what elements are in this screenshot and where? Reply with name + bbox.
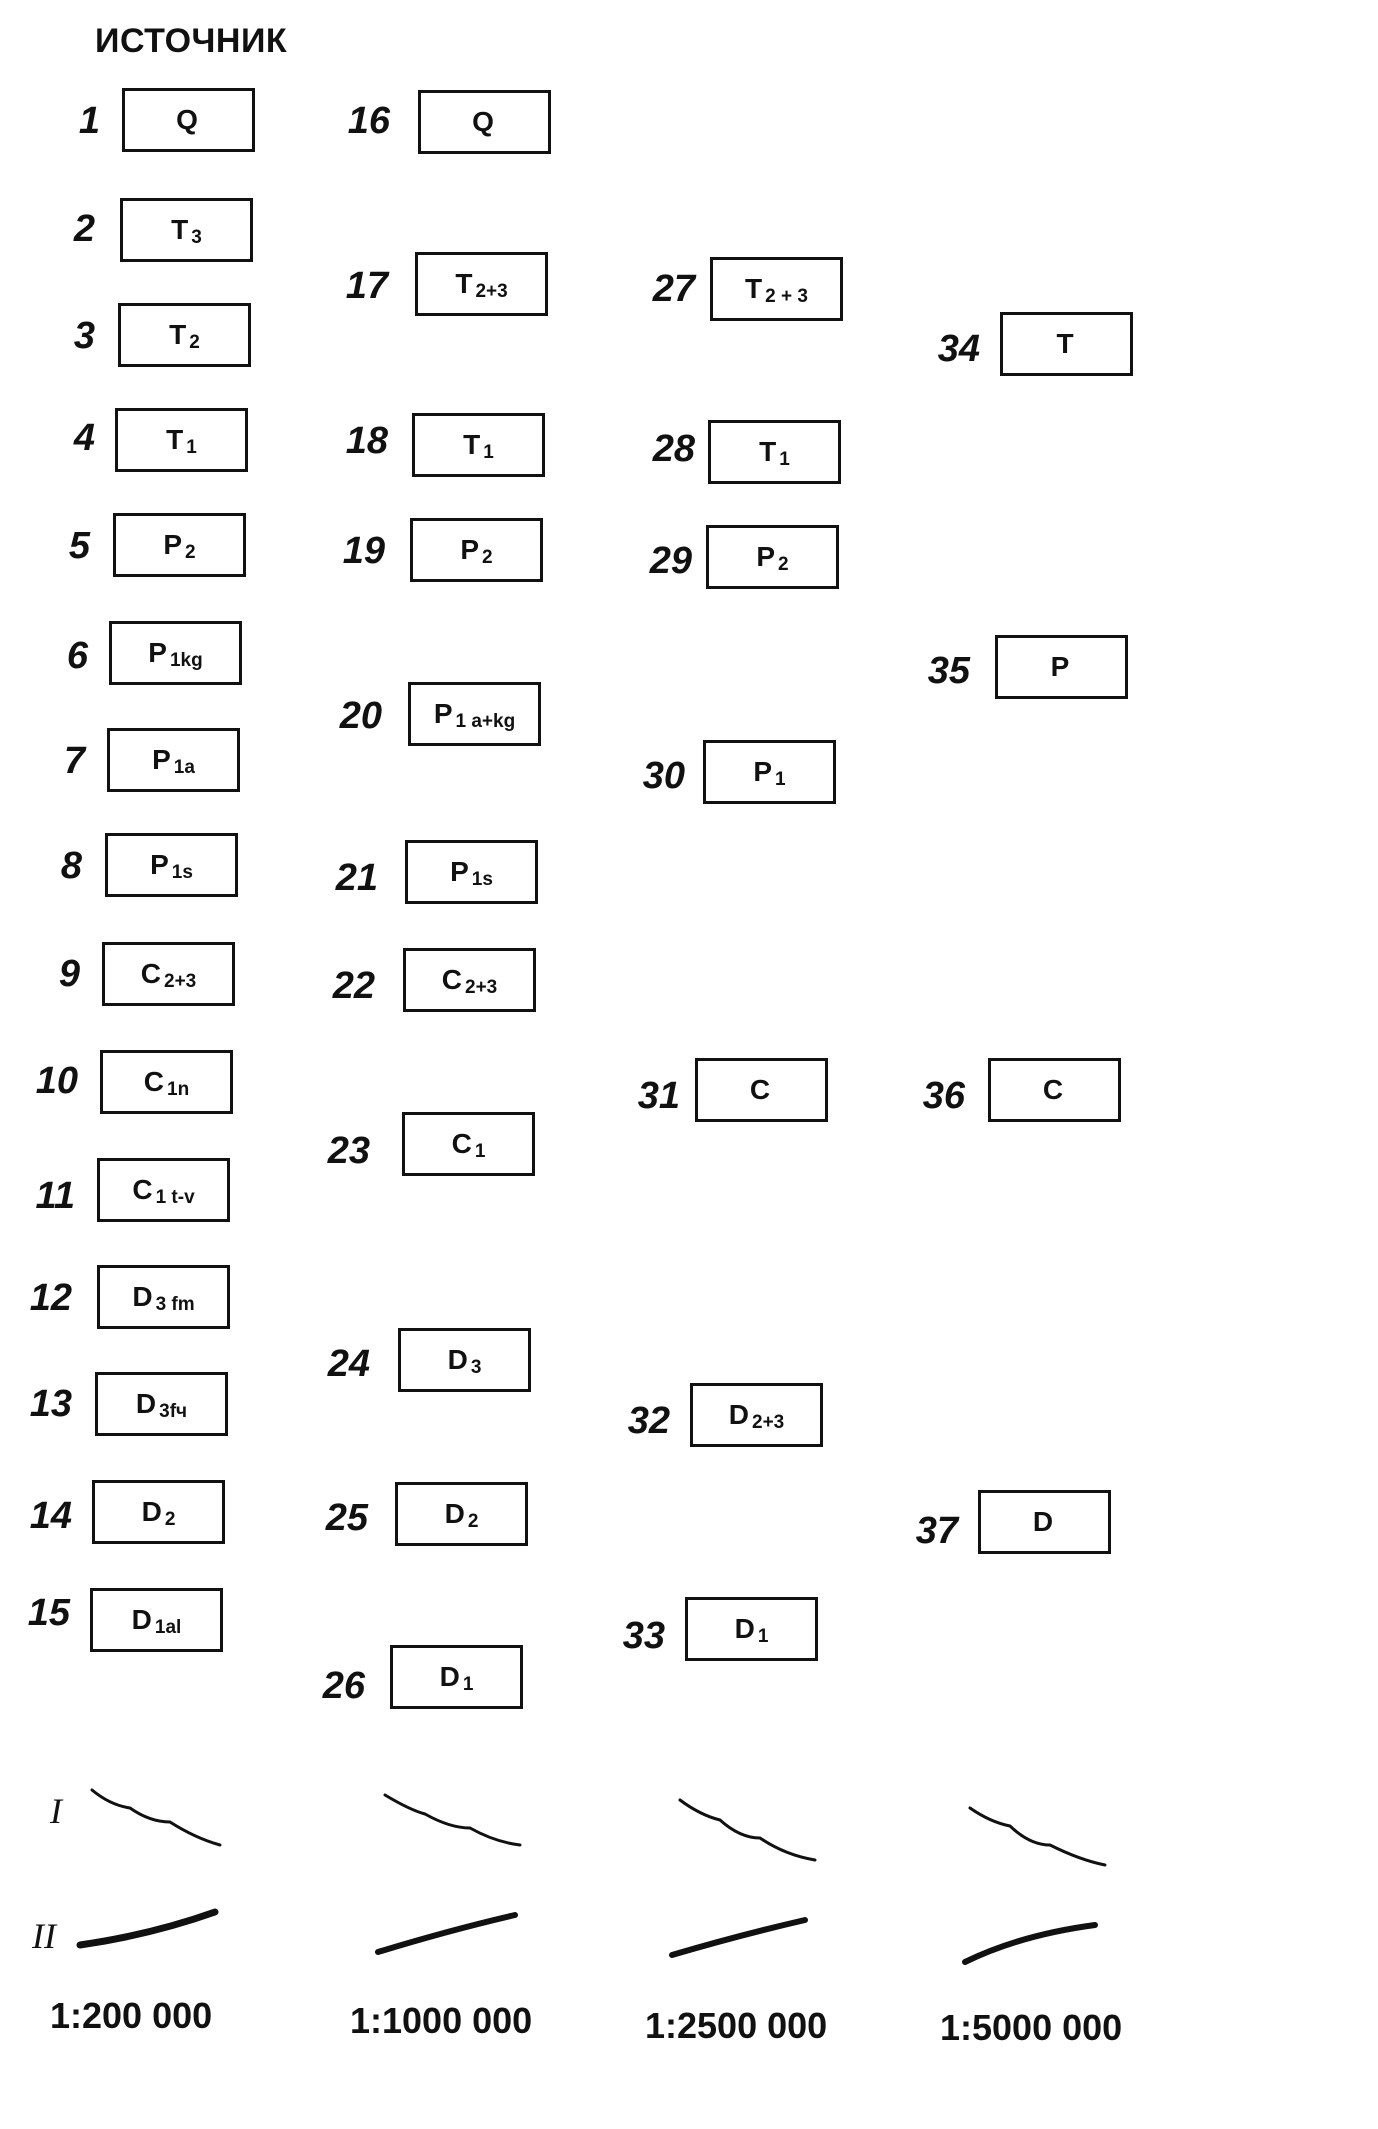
unit-box: D 3fч [95,1372,228,1436]
unit-box: P 1kg [109,621,242,685]
item-number: 6 [66,635,88,677]
item-number: 7 [63,740,85,782]
page-title: ИСТОЧНИК [95,22,288,60]
unit-box: T 2 [118,303,251,367]
unit-box: D 2+3 [690,1383,823,1447]
item-number: 18 [345,420,388,462]
item-number: 32 [627,1400,670,1442]
item-number: 12 [29,1277,72,1319]
item-number: 19 [342,530,385,572]
unit-box: P 2 [113,513,246,577]
item-number: 1 [78,100,100,142]
line-label-ii: II [32,1916,56,1956]
unit-box: D [978,1490,1111,1554]
unit-box: P 1 [703,740,836,804]
unit-box: C 2+3 [102,942,235,1006]
line-i-3 [680,1800,815,1860]
unit-box: T 1 [412,413,545,477]
item-number: 8 [60,845,82,887]
unit-box: T 1 [708,420,841,484]
unit-box: D 1 [390,1645,523,1709]
unit-box: D 2 [92,1480,225,1544]
item-number: 11 [35,1175,75,1217]
item-number: 22 [332,965,375,1007]
unit-box: T 1 [115,408,248,472]
unit-box: D 3 fm [97,1265,230,1329]
line-ii-2 [378,1915,515,1952]
unit-box: C 1n [100,1050,233,1114]
unit-box: Q [122,88,255,152]
item-number: 16 [347,100,390,142]
unit-box: T [1000,312,1133,376]
unit-box: C [695,1058,828,1122]
item-number: 13 [29,1383,72,1425]
item-number: 37 [915,1510,958,1552]
unit-box: Q [418,90,551,154]
item-number: 36 [922,1075,965,1117]
item-number: 34 [937,328,980,370]
unit-box: P 1s [405,840,538,904]
unit-box: D 2 [395,1482,528,1546]
item-number: 30 [642,755,685,797]
item-number: 29 [649,540,692,582]
unit-box: P 1 a+kg [408,682,541,746]
item-number: 21 [335,857,378,899]
line-i-1 [92,1790,220,1845]
item-number: 10 [35,1060,78,1102]
unit-box: C 1 t-v [97,1158,230,1222]
line-label-i: I [50,1791,62,1831]
line-ii-1 [80,1912,215,1945]
scale-label: 1:1000 000 [350,2000,533,2041]
item-number: 9 [58,953,80,995]
item-number: 33 [622,1615,665,1657]
item-number: 28 [652,428,695,470]
item-number: 14 [29,1495,72,1537]
line-i-2 [385,1795,520,1845]
unit-box: C 1 [402,1112,535,1176]
unit-box: C 2+3 [403,948,536,1012]
line-ii-4 [965,1925,1095,1962]
line-ii-3 [672,1920,805,1955]
unit-box: D 1al [90,1588,223,1652]
item-number: 2 [73,208,95,250]
item-number: 24 [327,1343,370,1385]
item-number: 15 [27,1592,70,1634]
unit-box: T 2+3 [415,252,548,316]
item-number: 4 [73,417,95,459]
unit-box: P 2 [706,525,839,589]
item-number: 17 [345,265,388,307]
item-number: 5 [68,525,90,567]
scale-label: 1:5000 000 [940,2007,1123,2048]
unit-box: T 3 [120,198,253,262]
unit-box: D 3 [398,1328,531,1392]
unit-box: C [988,1058,1121,1122]
line-i-4 [970,1808,1105,1865]
item-number: 3 [73,315,95,357]
unit-box: P 1a [107,728,240,792]
item-number: 31 [637,1075,680,1117]
unit-box: P [995,635,1128,699]
unit-box: P 1s [105,833,238,897]
unit-box: D 1 [685,1597,818,1661]
item-number: 25 [325,1497,368,1539]
item-number: 26 [322,1665,365,1707]
unit-box: P 2 [410,518,543,582]
item-number: 35 [927,650,970,692]
scale-label: 1:2500 000 [645,2005,828,2046]
scale-label: 1:200 000 [50,1995,213,2036]
item-number: 20 [339,695,382,737]
item-number: 27 [652,268,695,310]
unit-box: T 2 + 3 [710,257,843,321]
item-number: 23 [327,1130,370,1172]
